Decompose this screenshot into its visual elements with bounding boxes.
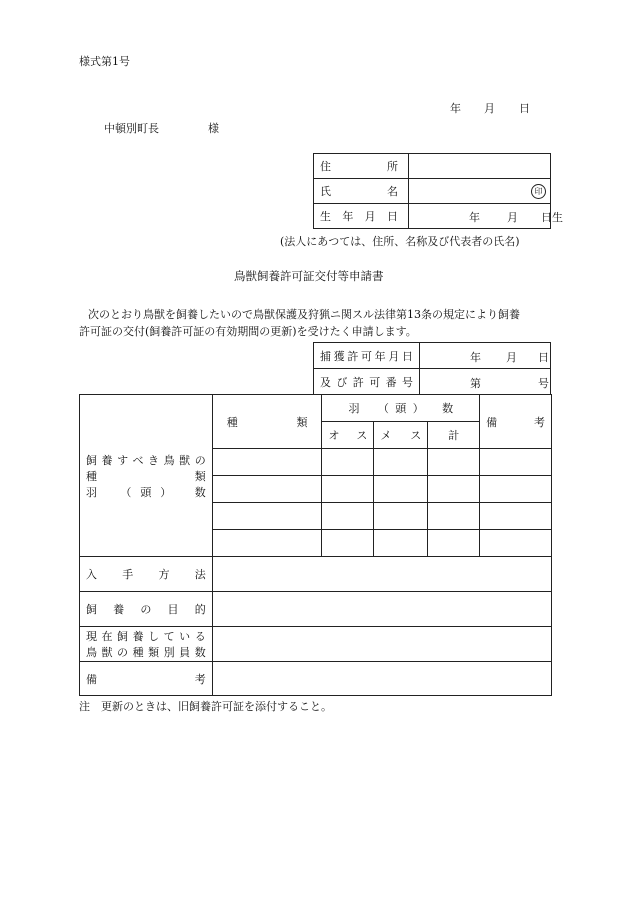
addressee-name: 中頓別町長 [104,122,159,135]
current-field[interactable] [212,627,551,662]
species-kind-cell[interactable] [212,503,322,530]
species-total-cell[interactable] [428,449,480,476]
species-total-cell[interactable] [428,476,480,503]
acquisition-field[interactable] [212,557,551,592]
date-day: 日 [519,102,530,115]
permit-year: 年 [470,351,481,364]
applicant-table [313,153,563,229]
addressee-honorific: 様 [208,122,219,135]
species-remarks-cell[interactable] [480,530,552,557]
date-month: 月 [484,102,495,115]
species-remarks-cell[interactable] [480,449,552,476]
page-title: 鳥獣飼養許可証交付等申請書 [234,269,384,283]
permit-go: 号 [538,377,549,390]
current-label-line1: 現在飼養している [86,630,206,643]
male-header: オス [328,429,368,442]
form-number: 様式第1号 [79,55,130,68]
permit-number-label: 及び許可番号 [320,375,413,389]
species-kind-cell[interactable] [212,476,322,503]
kind-header: 種 類 [226,415,308,429]
species-female-cell[interactable] [374,449,428,476]
species-female-cell[interactable] [374,476,428,503]
permit-table [313,342,551,395]
species-kind-cell[interactable] [212,530,322,557]
species-female-cell[interactable] [374,530,428,557]
purpose-field[interactable] [212,592,551,627]
acquisition-label: 入手方法 [86,568,206,581]
species-male-cell[interactable] [322,476,374,503]
species-male-cell[interactable] [322,503,374,530]
footnote: 注 更新のときは、旧飼養許可証を添付すること。 [79,700,332,713]
birth-month: 月 [507,211,518,224]
species-remarks-cell[interactable] [480,503,552,530]
corporate-note: (法人にあつては、住所、名称及び代表者の氏名) [280,235,520,248]
permit-month: 月 [506,351,517,364]
species-heading-line2: 種 類 [86,469,206,483]
seal-icon: 印 [531,184,546,199]
count-header: 羽 （頭） 数 [348,402,454,415]
birth-day: 日生 [541,211,563,224]
permit-number-field[interactable] [420,369,551,395]
species-heading-line3: 羽 （頭） 数 [86,485,206,499]
permit-day: 日 [538,351,549,364]
current-label-line2: 鳥獣の種類別員数 [86,646,206,659]
address-label: 住 所 [320,160,398,173]
species-male-cell[interactable] [322,449,374,476]
capture-date-label: 捕獲許可年月日 [320,349,413,363]
body-text-line2: 許可証の交付(飼養許可証の有効期間の更新)を受けたく申請します。 [79,325,417,338]
species-female-cell[interactable] [374,503,428,530]
species-male-cell[interactable] [322,530,374,557]
species-total-cell[interactable] [428,503,480,530]
capture-date-field[interactable] [420,343,551,369]
name-label: 氏 名 [320,185,398,198]
date-year: 年 [450,102,461,115]
main-table [79,394,552,696]
name-field[interactable] [409,179,551,204]
body-text-line1: 次のとおり鳥獣を飼養したいので鳥獣保護及狩猟ニ関スル法律第13条の規定により飼養 [88,308,520,321]
species-kind-cell[interactable] [212,449,322,476]
total-header: 計 [448,429,460,442]
species-total-cell[interactable] [428,530,480,557]
address-field[interactable] [409,154,551,179]
birth-field[interactable] [409,204,563,229]
female-header: メス [380,429,422,442]
birth-year: 年 [469,211,480,224]
purpose-label: 飼養の目的 [86,603,206,616]
remarks-header: 備 考 [486,415,545,429]
birth-label: 生年月日 [320,210,398,223]
permit-dai: 第 [470,377,481,390]
notes-field[interactable] [212,662,551,696]
species-heading-line1: 飼養すべき鳥獣の [86,453,206,467]
species-remarks-cell[interactable] [480,476,552,503]
notes-label: 備 考 [86,672,206,686]
